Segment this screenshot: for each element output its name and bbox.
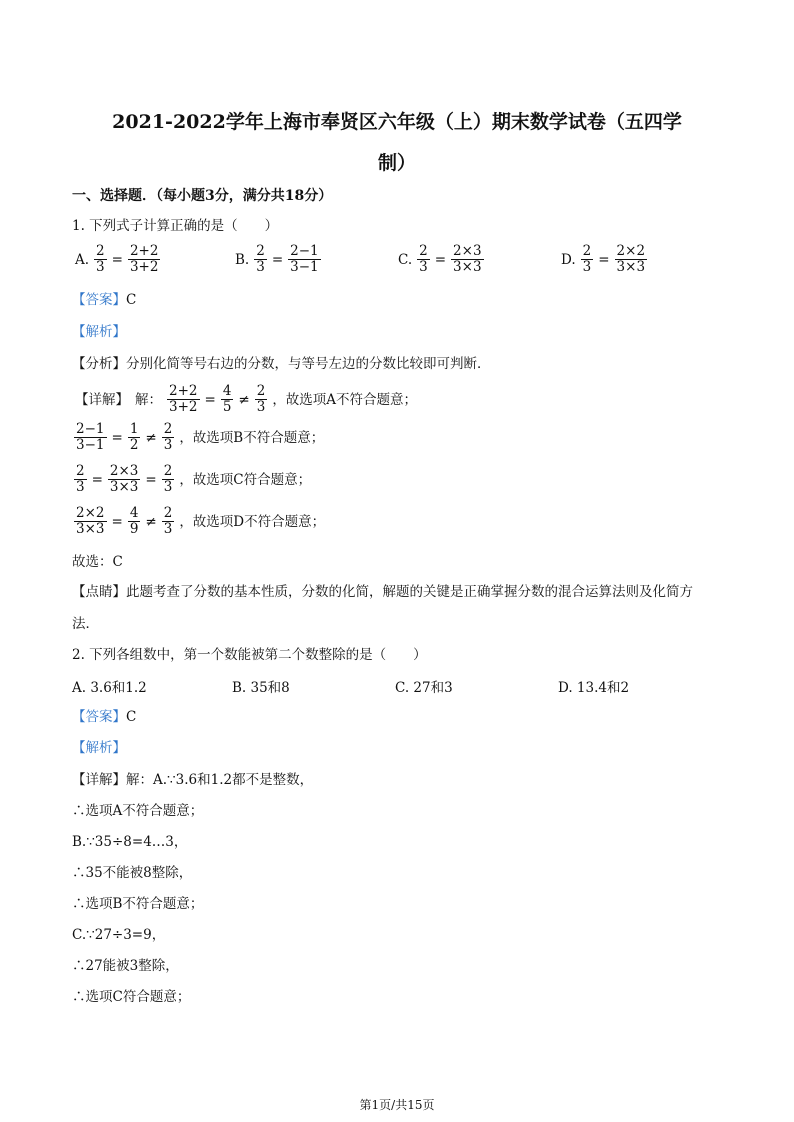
q1-detail-step-1: 【详解】 解： $\frac{2+2}{3+2}$ = $\frac{4}{5}$ ≠ $\frac{2}{3}$ ，故选项A不符合题意； [75, 383, 418, 415]
q2-detail-line-3: B.∵35÷8=4…3， [72, 834, 188, 850]
q2-option-d: D. 13.4和2 [558, 680, 630, 696]
q1-choose: 故选：C [72, 554, 123, 570]
q2-detail-line-6: C.∵27÷3=9， [72, 927, 166, 943]
q2-option-a: A. 3.6和1.2 [72, 680, 147, 696]
q1-option-d: D. $\frac{2}{3}$ = $\frac{2\times 2}{3\times 3}$ [561, 243, 646, 275]
q2-detail-line-7: ∴27能被3整除， [72, 958, 179, 974]
q1-option-c: C. $\frac{2}{3}$ = $\frac{2\times 3}{3\times 3}$ [398, 243, 482, 275]
q1-analysis-tag: 【解析】 [72, 324, 126, 340]
q2-detail-line-4: ∴35不能被8整除， [72, 865, 193, 881]
q1-dianjing: 【点睛】此题考查了分数的基本性质，分数的化简，解题的关键是正确掌握分数的混合运算法则及化简方 [72, 584, 693, 600]
section-heading: 一、选择题．（每小题3分，满分共18分） [72, 188, 333, 204]
q1-detail-step-3: $\frac{2}{3}$ = $\frac{2\times 3}{3\times 3}$ = $\frac{2}{3}$ ，故选项C符合题意； [76, 463, 312, 495]
q2-analysis-tag: 【解析】 [72, 740, 126, 756]
q1-dianjing-cont: 法． [72, 616, 99, 632]
page-title-line-2: 制） [377, 152, 416, 174]
q2-detail-line-5: ∴选项B不符合题意； [72, 896, 204, 912]
q2-detail-line-1: 【详解】解：A.∵3.6和1.2都不是整数， [72, 772, 314, 788]
page-footer: 第1页/共15页 [359, 1098, 435, 1112]
q2-answer: 【答案】C [72, 709, 137, 725]
q1-answer: 【答案】C [72, 292, 137, 308]
q1-fenxi: 【分析】分别化简等号右边的分数，与等号左边的分数比较即可判断． [72, 356, 491, 372]
question-1-stem: 1. 下列式子计算正确的是（ ） [72, 218, 279, 234]
page-title-line-1: 2021-2022学年上海市奉贤区六年级（上）期末数学试卷（五四学 [112, 111, 682, 133]
q1-option-b: B. $\frac{2}{3}$ = $\frac{2-1}{3-1}$ [235, 243, 319, 275]
q2-detail-line-8: ∴选项C符合题意； [72, 989, 191, 1005]
question-2-stem: 2. 下列各组数中，第一个数能被第二个数整除的是（ ） [72, 647, 427, 663]
q2-option-b: B. 35和8 [232, 680, 290, 696]
q1-detail-step-2: $\frac{2-1}{3-1}$ = $\frac{1}{2}$ ≠ $\frac{2}{3}$ ，故选项B不符合题意； [76, 421, 325, 453]
q1-detail-step-4: $\frac{2\times 2}{3\times 3}$ = $\frac{4}{9}$ ≠ $\frac{2}{3}$ ，故选项D不符合题意； [76, 505, 326, 537]
q1-option-a: A. $\frac{2}{3}$ = $\frac{2+2}{3+2}$ [75, 243, 159, 275]
q2-option-c: C. 27和3 [395, 680, 453, 696]
q2-detail-line-2: ∴选项A不符合题意； [72, 803, 204, 819]
